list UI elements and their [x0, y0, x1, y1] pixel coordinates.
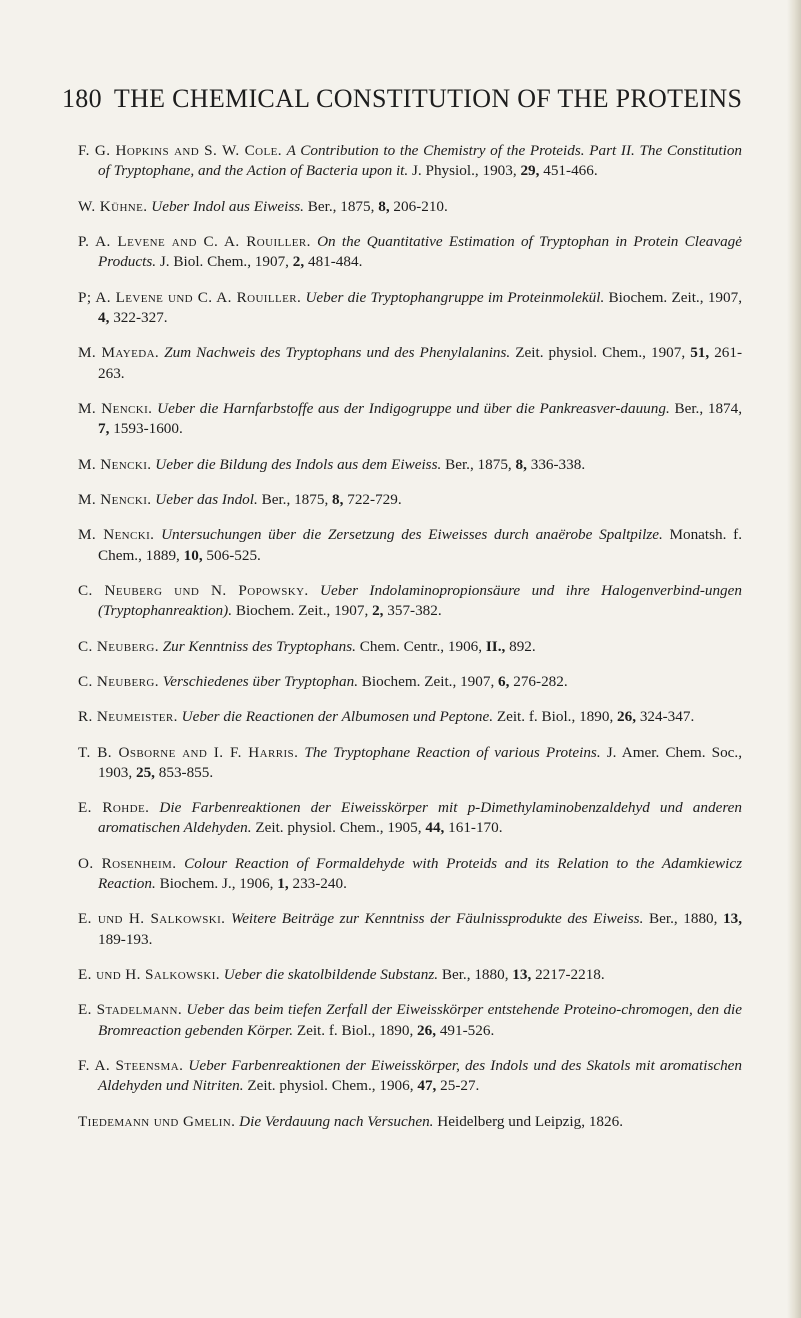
reference-source: Ber., 1875,: [307, 197, 375, 215]
reference-author: M. Nencki.: [78, 399, 153, 417]
reference-author: M. Nencki.: [78, 455, 152, 473]
reference-pages: 2217-2218.: [535, 966, 605, 984]
reference-title: The Tryptophane Reaction of various Proteins.: [304, 743, 601, 761]
reference-source: Biochem. Zeit., 1907,: [361, 672, 495, 690]
reference-entry: [78, 672, 742, 692]
reference-title: Ueber Indol aus Eiweiss.: [151, 197, 304, 215]
reference-volume: 26,: [617, 708, 637, 726]
reference-volume: 4,: [98, 308, 110, 326]
reference-source: Ber., 1874,: [674, 399, 743, 417]
reference-entry: [78, 197, 742, 217]
reference-volume: 13,: [512, 966, 532, 984]
reference-entry: [78, 1000, 742, 1040]
reference-entry: [78, 490, 742, 510]
reference-source: Ber., 1875,: [261, 490, 329, 508]
reference-volume: 1,: [277, 875, 289, 893]
reference-title: Ueber das Indol.: [155, 490, 258, 508]
reference-volume: 2,: [372, 602, 384, 620]
reference-entry: [78, 1056, 742, 1096]
reference-title: A Contribution to the Chemistry of the Proteids. Part II. The Constitution of Tryptophane, and the Action of Bacteria upon it.: [98, 142, 743, 180]
reference-volume: 8,: [332, 490, 344, 508]
reference-pages: 451-466.: [543, 162, 598, 180]
reference-title: Ueber die Tryptophangruppe im Proteinmolekül.: [305, 288, 605, 306]
reference-pages: 324-347.: [639, 708, 695, 726]
reference-title: Zum Nachweis des Tryptophans und des Phenylalanins.: [164, 344, 511, 362]
reference-author: C. Neuberg.: [78, 672, 159, 690]
reference-author: E. und H. Salkowski.: [78, 966, 220, 984]
reference-volume: 2,: [292, 253, 305, 271]
reference-pages: 206-210.: [393, 197, 448, 215]
reference-title: Untersuchungen über die Zersetzung des Eiweisses durch anaërobe Spaltpilze.: [161, 526, 663, 544]
reference-volume: 51,: [690, 344, 710, 362]
reference-pages: 189-193.: [98, 930, 153, 948]
reference-source: Ber., 1875,: [445, 455, 512, 473]
reference-title: Ueber die Harnfarbstoffe aus der Indigogruppe und über die Pankreasver-dauung.: [157, 399, 670, 417]
reference-author: M. Mayeda.: [78, 344, 160, 362]
reference-pages: 491-526.: [439, 1021, 495, 1039]
reference-author: P. A. Levene and C. A. Rouiller.: [78, 233, 311, 251]
reference-author: F. G. Hopkins and S. W. Cole.: [78, 142, 282, 160]
reference-entry: [78, 965, 742, 985]
reference-entry: [78, 343, 742, 383]
reference-author: C. Neuberg.: [78, 637, 159, 655]
reference-author: T. B. Osborne and I. F. Harris.: [78, 743, 299, 761]
reference-pages: 357-382.: [387, 602, 442, 620]
reference-title: Ueber Indolaminopropionsäure und ihre Halogenverbind-ungen (Tryptophanreaktion).: [98, 581, 742, 620]
reference-volume: 10,: [183, 546, 203, 564]
reference-pages: 1593-1600.: [113, 420, 183, 438]
reference-entry: [78, 399, 742, 439]
reference-pages: 261-263.: [98, 344, 743, 382]
reference-title: Ueber die Bildung des Indols aus dem Eiweiss.: [155, 455, 442, 473]
reference-title: Zur Kenntniss des Tryptophans.: [162, 637, 356, 655]
reference-source: Zeit. physiol. Chem., 1906,: [247, 1077, 414, 1095]
reference-volume: 47,: [417, 1077, 437, 1095]
reference-author: M. Nencki.: [78, 490, 152, 508]
reference-author: C. Neuberg und N. Popowsky.: [78, 581, 309, 599]
page-number: 180: [62, 84, 102, 113]
reference-pages: 853-855.: [158, 763, 214, 781]
reference-title: Ueber das beim tiefen Zerfall der Eiweisskörper entstehende Proteino-chromogen, den die Bromreaction gebenden Körper.: [98, 1001, 742, 1039]
reference-entry: [78, 637, 742, 657]
reference-source: J. Physiol., 1903,: [412, 162, 517, 180]
reference-pages: 506-525.: [206, 546, 261, 564]
reference-title: Colour Reaction of Formaldehyde with Proteids and its Relation to the Adamkiewicz Reaction.: [98, 854, 743, 893]
reference-volume: 8,: [378, 197, 390, 215]
reference-source: Monatsh. f. Chem., 1889,: [98, 526, 742, 564]
reference-source: Zeit. f. Biol., 1890,: [496, 708, 614, 726]
reference-pages: 233-240.: [292, 875, 347, 893]
reference-entry: [78, 525, 742, 565]
reference-volume: 29,: [520, 162, 540, 180]
reference-list: [78, 126, 742, 1138]
reference-author: E. Stadelmann.: [78, 1001, 183, 1019]
reference-source: J. Amer. Chem. Soc., 1903,: [98, 743, 742, 781]
reference-pages: 322-327.: [113, 308, 168, 326]
reference-pages: 481-484.: [307, 253, 363, 271]
reference-volume: 25,: [135, 763, 155, 781]
reference-author: O. Rosenheim.: [78, 854, 177, 872]
reference-volume: 13,: [723, 910, 743, 928]
running-title: THE CHEMICAL CONSTITUTION OF THE PROTEINS: [113, 84, 743, 113]
reference-pages: 336-338.: [530, 455, 586, 473]
reference-source: Zeit. physiol. Chem., 1905,: [255, 819, 422, 837]
reference-title: Ueber die Reactionen der Albumosen und Peptone.: [181, 708, 494, 726]
reference-title: Ueber Farbenreaktionen der Eiweisskörper, des Indols und des Skatols mit aromatischen Aldehyden und Nitriten.: [98, 1057, 743, 1095]
reference-title: On the Quantitative Estimation of Tryptophan in Protein Cleavagė Products.: [98, 233, 743, 271]
reference-entry: [78, 707, 742, 727]
reference-entry: [78, 1112, 742, 1132]
reference-source: Zeit. f. Biol., 1890,: [296, 1021, 414, 1039]
reference-entry: [78, 288, 742, 328]
reference-source: Biochem. Zeit., 1907,: [608, 288, 742, 306]
reference-entry: [78, 581, 742, 621]
reference-pages: 722-729.: [347, 490, 402, 508]
reference-pages: 25-27.: [440, 1077, 480, 1095]
reference-author: M. Nencki.: [78, 526, 155, 544]
page-binding-shadow: [787, 0, 801, 1318]
reference-entry: [78, 909, 742, 949]
reference-source: J. Biol. Chem., 1907,: [159, 253, 289, 271]
reference-source: Biochem. J., 1906,: [159, 875, 274, 893]
reference-entry: [78, 743, 742, 783]
reference-volume: 7,: [98, 420, 110, 438]
running-header: [62, 84, 781, 114]
reference-author: R. Neumeister.: [78, 708, 178, 726]
reference-entry: [78, 798, 742, 838]
reference-title: Die Verdauung nach Versuchen.: [239, 1112, 434, 1130]
reference-entry: [78, 455, 742, 475]
reference-source: Ber., 1880,: [441, 966, 509, 984]
reference-entry: [78, 141, 742, 181]
reference-source: Ber., 1880,: [648, 910, 718, 928]
reference-pages: 161-170.: [448, 819, 503, 837]
reference-entry: [78, 854, 742, 894]
reference-source: Zeit. physiol. Chem., 1907,: [515, 344, 686, 362]
reference-author: Tiedemann und Gmelin.: [78, 1112, 236, 1130]
reference-entry: [78, 232, 742, 272]
reference-volume: 8,: [515, 455, 527, 473]
reference-author: P; A. Levene und C. A. Rouiller.: [78, 288, 302, 306]
reference-volume: 44,: [425, 819, 445, 837]
reference-volume: II.,: [485, 637, 506, 655]
reference-author: E. und H. Salkowski.: [78, 910, 226, 928]
reference-source: Heidelberg und Leipzig, 1826.: [437, 1112, 623, 1130]
reference-author: E. Rohde.: [78, 799, 150, 817]
reference-source: Chem. Centr., 1906,: [359, 637, 483, 655]
reference-pages: 892.: [509, 637, 536, 655]
reference-title: Die Farbenreaktionen der Eiweisskörper mit p-Dimethylaminobenzaldehyd und anderen aromatischen Aldehyden.: [98, 799, 743, 837]
reference-author: W. Kühne.: [78, 197, 148, 215]
reference-volume: 26,: [417, 1021, 437, 1039]
reference-source: Biochem. Zeit., 1907,: [235, 602, 369, 620]
reference-author: F. A. Steensma.: [78, 1057, 184, 1075]
reference-title: Ueber die skatolbildende Substanz.: [223, 966, 439, 984]
reference-pages: 276-282.: [513, 672, 568, 690]
reference-volume: 6,: [498, 672, 510, 690]
reference-title: Weitere Beiträge zur Kenntniss der Fäulnissprodukte des Eiweiss.: [230, 910, 644, 928]
reference-title: Verschiedenes über Tryptophan.: [162, 672, 358, 690]
